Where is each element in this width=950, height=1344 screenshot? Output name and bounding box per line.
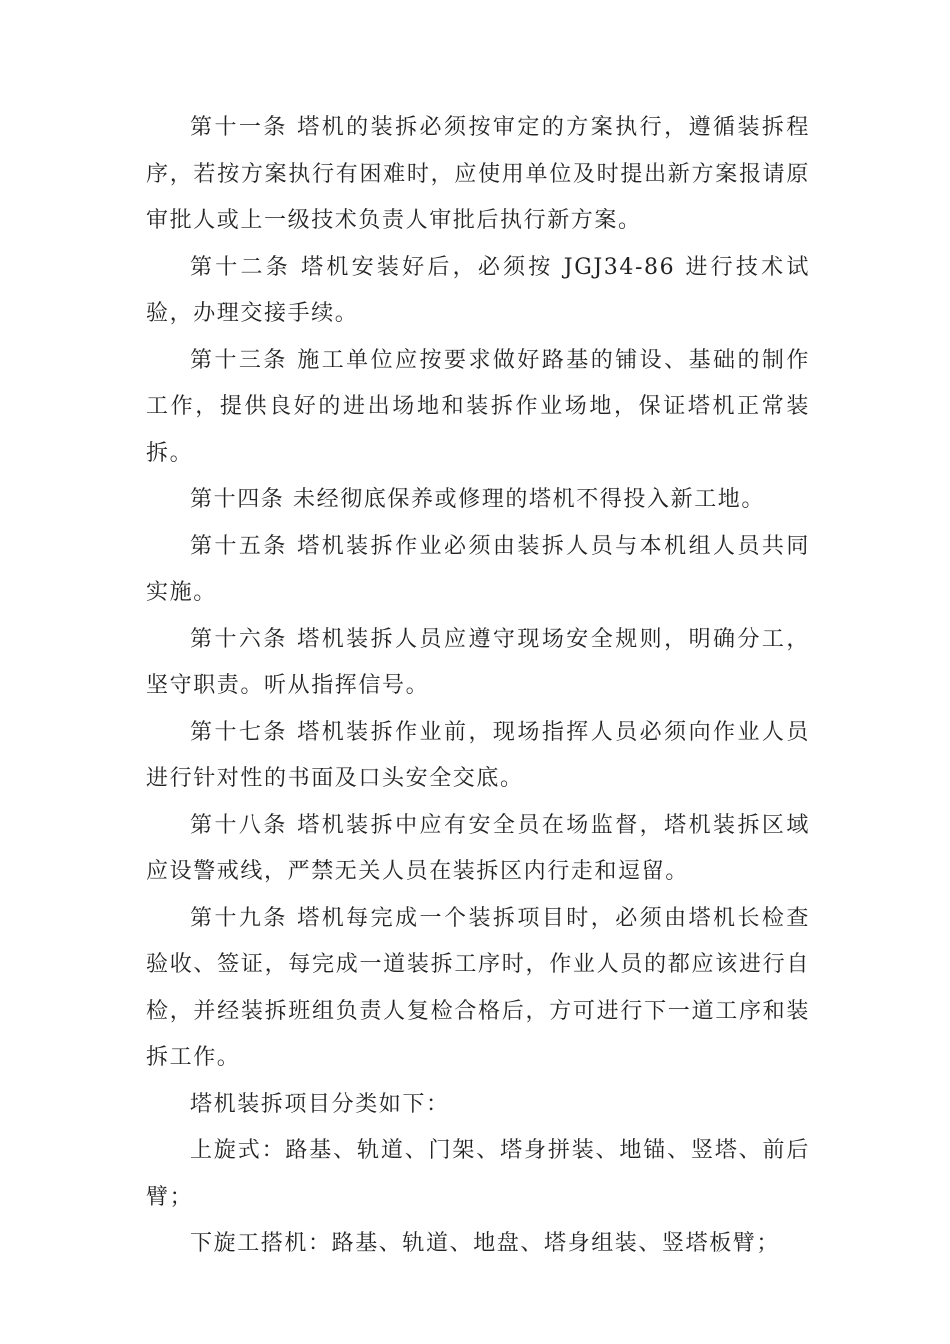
document-body bbox=[146, 105, 810, 1268]
article-13-paragraph: 第十三条 施工单位应按要求做好路基的铺设、基础的制作工作，提供良好的进出场地和装拆作业场地，保证塔机正常装拆。 bbox=[146, 347, 810, 466]
article-11-paragraph: 第十一条 塔机的装拆必须按审定的方案执行，遵循装拆程序，若按方案执行有困难时，应使用单位及时提出新方案报请原审批人或上一级技术负责人审批后执行新方案。 bbox=[146, 115, 810, 233]
article-15-paragraph: 第十五条 塔机装拆作业必须由装拆人员与本机组人员共同实施。 bbox=[146, 533, 810, 605]
article-12-paragraph: 第十二条 塔机安装好后，必须按 JGJ34-86 进行技术试验，办理交接手续。 bbox=[146, 254, 810, 326]
article-18-paragraph: 第十八条 塔机装拆中应有安全员在场监督，塔机装拆区域应设警戒线，严禁无关人员在装拆区内行走和逗留。 bbox=[146, 812, 810, 884]
article-14-paragraph: 第十四条 未经彻底保养或修理的塔机不得投入新工地。 bbox=[190, 487, 765, 512]
classification-intro-paragraph: 塔机装拆项目分类如下： bbox=[190, 1091, 450, 1117]
article-17-paragraph: 第十七条 塔机装拆作业前，现场指挥人员必须向作业人员进行针对性的书面及口头安全交底。 bbox=[146, 719, 810, 791]
lower-slewing-items-paragraph: 下旋工搭机：路基、轨道、地盘、塔身组装、竖塔板臂； bbox=[190, 1231, 781, 1256]
upper-slewing-items-paragraph: 上旋式：路基、轨道、门架、塔身拼装、地锚、竖塔、前后臂； bbox=[146, 1138, 810, 1210]
article-16-paragraph: 第十六条 塔机装拆人员应遵守现场安全规则，明确分工，坚守职责。听从指挥信号。 bbox=[146, 626, 810, 698]
article-19-paragraph: 第十九条 塔机每完成一个装拆项目时，必须由塔机长检查验收、签证，每完成一道装拆工序时，作业人员的都应该进行自检，并经装拆班组负责人复检合格后，方可进行下一道工序和装拆工作。 bbox=[146, 905, 810, 1070]
